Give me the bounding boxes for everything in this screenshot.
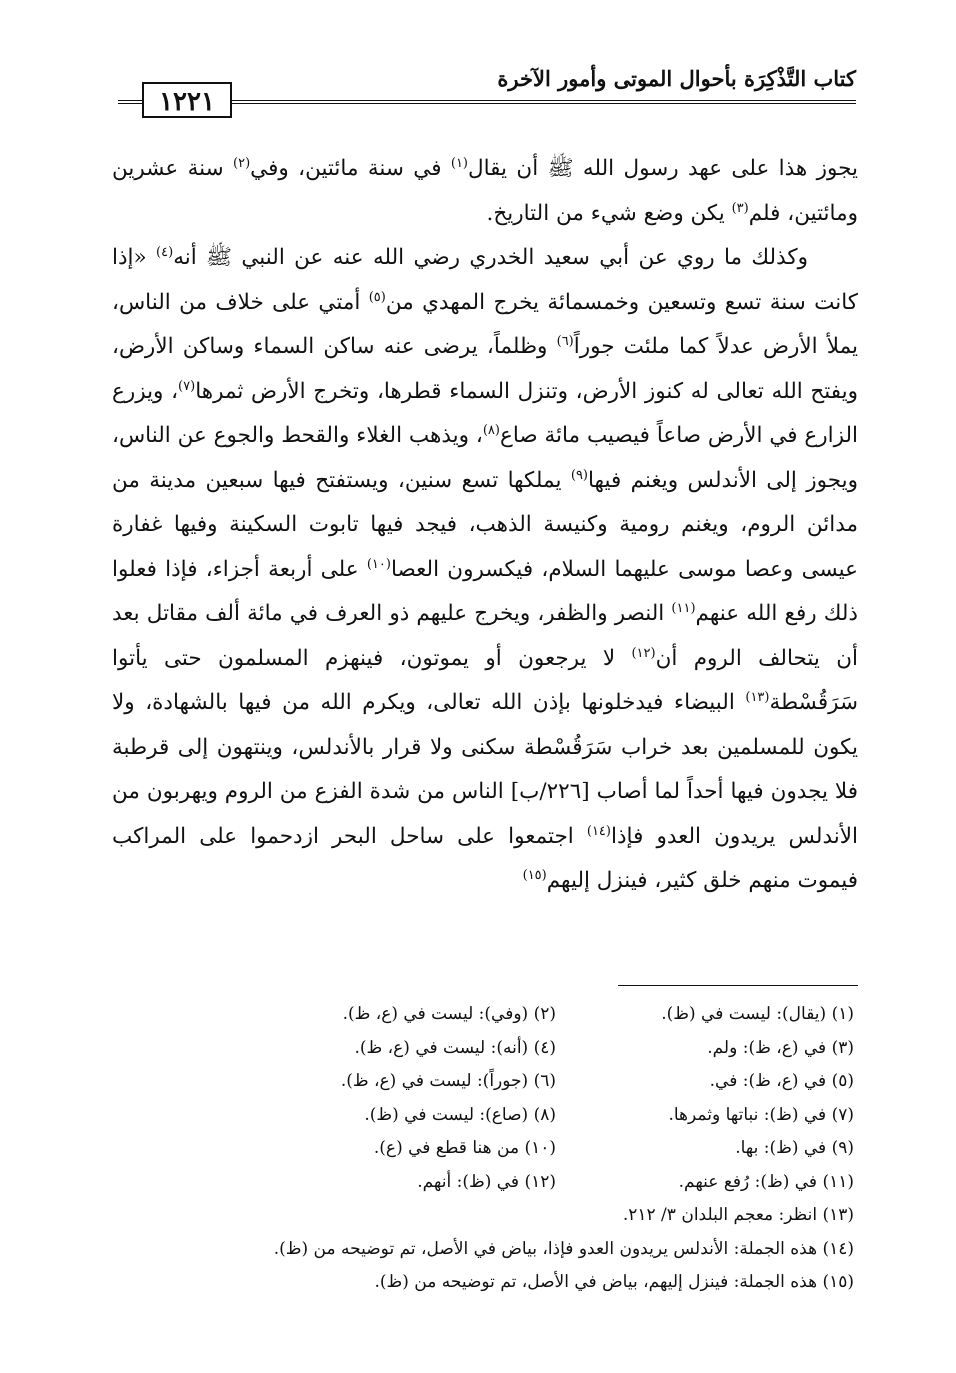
- text-run: يكن وضع شيء من التاريخ.: [486, 200, 732, 226]
- paragraph-1: [112, 147, 858, 236]
- footnote-row: [112, 1132, 854, 1166]
- footnote-ref: (١٥): [522, 867, 547, 883]
- text-run: اجتمعوا على ساحل البحر ازدحموا على المراكب فيموت منهم خلق كثير، فينزل إليهم: [112, 823, 858, 893]
- footnote-10: (١٠) من هنا قطع في (ع).: [373, 1138, 556, 1158]
- footnote-8: (٨) (صاع): ليست في (ظ).: [364, 1104, 556, 1125]
- footnote-1: (١) (يقال): ليست في (ظ).: [661, 1004, 854, 1024]
- footnote-6: (٦) (جوراً): ليست في (ع، ظ).: [340, 1071, 556, 1091]
- footnote-14: (١٤) هذه الجملة: الأندلس يريدون العدو فإذا، بياض في الأصل، تم توضيحه من (ظ).: [273, 1238, 854, 1259]
- footnote-divider: [618, 985, 858, 986]
- page-number: ١٢٢١: [142, 82, 232, 118]
- footnote-row: [112, 1065, 854, 1099]
- footnote-ref: (٧): [178, 378, 196, 394]
- footnote-ref: (١٤): [586, 823, 611, 839]
- footnotes: [112, 998, 854, 1300]
- footnote-13: (١٣) انظر: معجم البلدان ٣/ ٢١٢.: [622, 1205, 854, 1225]
- text-run: ، ويزرع الزارع في الأرض صاعاً فيصيب مائة صاع: [112, 378, 858, 448]
- text-run: على أربعة أجزاء، فإذا فعلوا ذلك رفع الله عنهم: [112, 556, 859, 626]
- footnote-row: [112, 1166, 854, 1200]
- footnote-row: [112, 1099, 854, 1133]
- text-run: وظلماً، يرضى عنه ساكن السماء وساكن الأرض، ويفتح الله تعالى له كنوز الأرض، وتنزل السماء قطرها، وتخرج الأرض ثمرها: [112, 334, 858, 404]
- text-run: «إذا كانت سنة تسع وتسعين وخمسمائة يخرج المهدي من: [112, 245, 858, 315]
- footnote-ref: (٨): [482, 422, 500, 438]
- footnote-7: (٧) في (ظ): نباتها وثمرها.: [668, 1104, 854, 1125]
- footnote-12: (١٢) في (ظ): أنهم.: [417, 1171, 556, 1192]
- footnote-ref: (٣): [731, 200, 749, 216]
- footnote-ref: (١١): [671, 600, 696, 616]
- text-run: في سنة مائتين، وفي: [250, 156, 451, 181]
- footnote-15: (١٥) هذه الجملة: فينزل إليهم، بياض في الأصل، تم توضيحه من (ظ).: [374, 1272, 854, 1292]
- book-title: كتاب التَّذْكِرَة بأحوال الموتى وأمور الآخرة: [497, 66, 856, 91]
- text-run: سنة عشرين ومائتين، فلم: [112, 156, 858, 226]
- footnote-ref: (١٠): [366, 556, 391, 572]
- footnote-ref: (٥): [368, 289, 386, 305]
- footnote-row: [112, 998, 854, 1032]
- footnote-ref: (١): [450, 155, 468, 171]
- text-run: وكذلك ما روي عن أبي سعيد الخدري رضي الله عنه عن النبي ﷺ أنه: [173, 245, 808, 270]
- footnote-ref: (٢): [233, 155, 251, 171]
- text-run: النصر والظفر، ويخرج عليهم ذو العرف في مائة ألف مقاتل بعد أن يتحالف الروم أن: [112, 601, 858, 671]
- footnote-ref: (١٢): [631, 645, 656, 661]
- footnote-3: (٣) في (ع، ظ): ولم.: [707, 1037, 854, 1058]
- text-run: ، ويذهب الغلاء والقحط والجوع عن الناس، ويجوز إلى الأندلس ويغنم فيها: [112, 423, 858, 493]
- footnote-ref: (٦): [556, 333, 574, 349]
- footnote-ref: (٩): [570, 467, 588, 483]
- text-run: البيضاء فيدخلونها بإذن الله تعالى، ويكرم الله من فيها بالشهادة، ولا يكون للمسلمين بعد خراب سَرَقُسْطة سكنى ولا قرار بالأندلس، وينتهون إلى قرطبة فلا يجدون فيها أحداً لما أصاب [٢٢٦/ب] الناس من شدة الفزع من الروم ويهربون من الأندلس يريدون العدو فإذا: [112, 690, 858, 849]
- main-text: [112, 147, 858, 904]
- paragraph-2: [112, 236, 858, 904]
- text-run: يملكها تسع سنين، ويستفتح فيها سبعين مدينة من مدائن الروم، ويغنم رومية وكنيسة الذهب، فيجد فيها تابوت السكينة وفيها غفارة عيسى وعصا موسى عليهما السلام، فيكسرون العصا: [112, 467, 858, 582]
- footnote-4: (٤) (أنه): ليست في (ع، ظ).: [354, 1037, 556, 1058]
- page-header: [118, 60, 856, 124]
- footnote-ref: (٤): [156, 244, 174, 260]
- footnote-11: (١١) في (ظ): رُفع عنهم.: [678, 1171, 854, 1192]
- footnote-row: [112, 1032, 854, 1066]
- text-run: يجوز هذا على عهد رسول الله ﷺ أن يقال: [468, 156, 858, 181]
- text-run: أمتي على خلاف من الناس، يملأ الأرض عدلاً كما ملئت جوراً: [112, 289, 858, 359]
- footnote-ref: (١٣): [745, 689, 770, 705]
- text-run: لا يرجعون أو يموتون، فينهزم المسلمون حتى يأتوا سَرَقُسْطة: [112, 645, 858, 715]
- footnote-9: (٩) في (ظ): بها.: [735, 1138, 854, 1158]
- footnote-2: (٢) (وفي): ليست في (ع، ظ).: [342, 1004, 556, 1024]
- footnote-5: (٥) في (ع، ظ): في.: [709, 1071, 854, 1091]
